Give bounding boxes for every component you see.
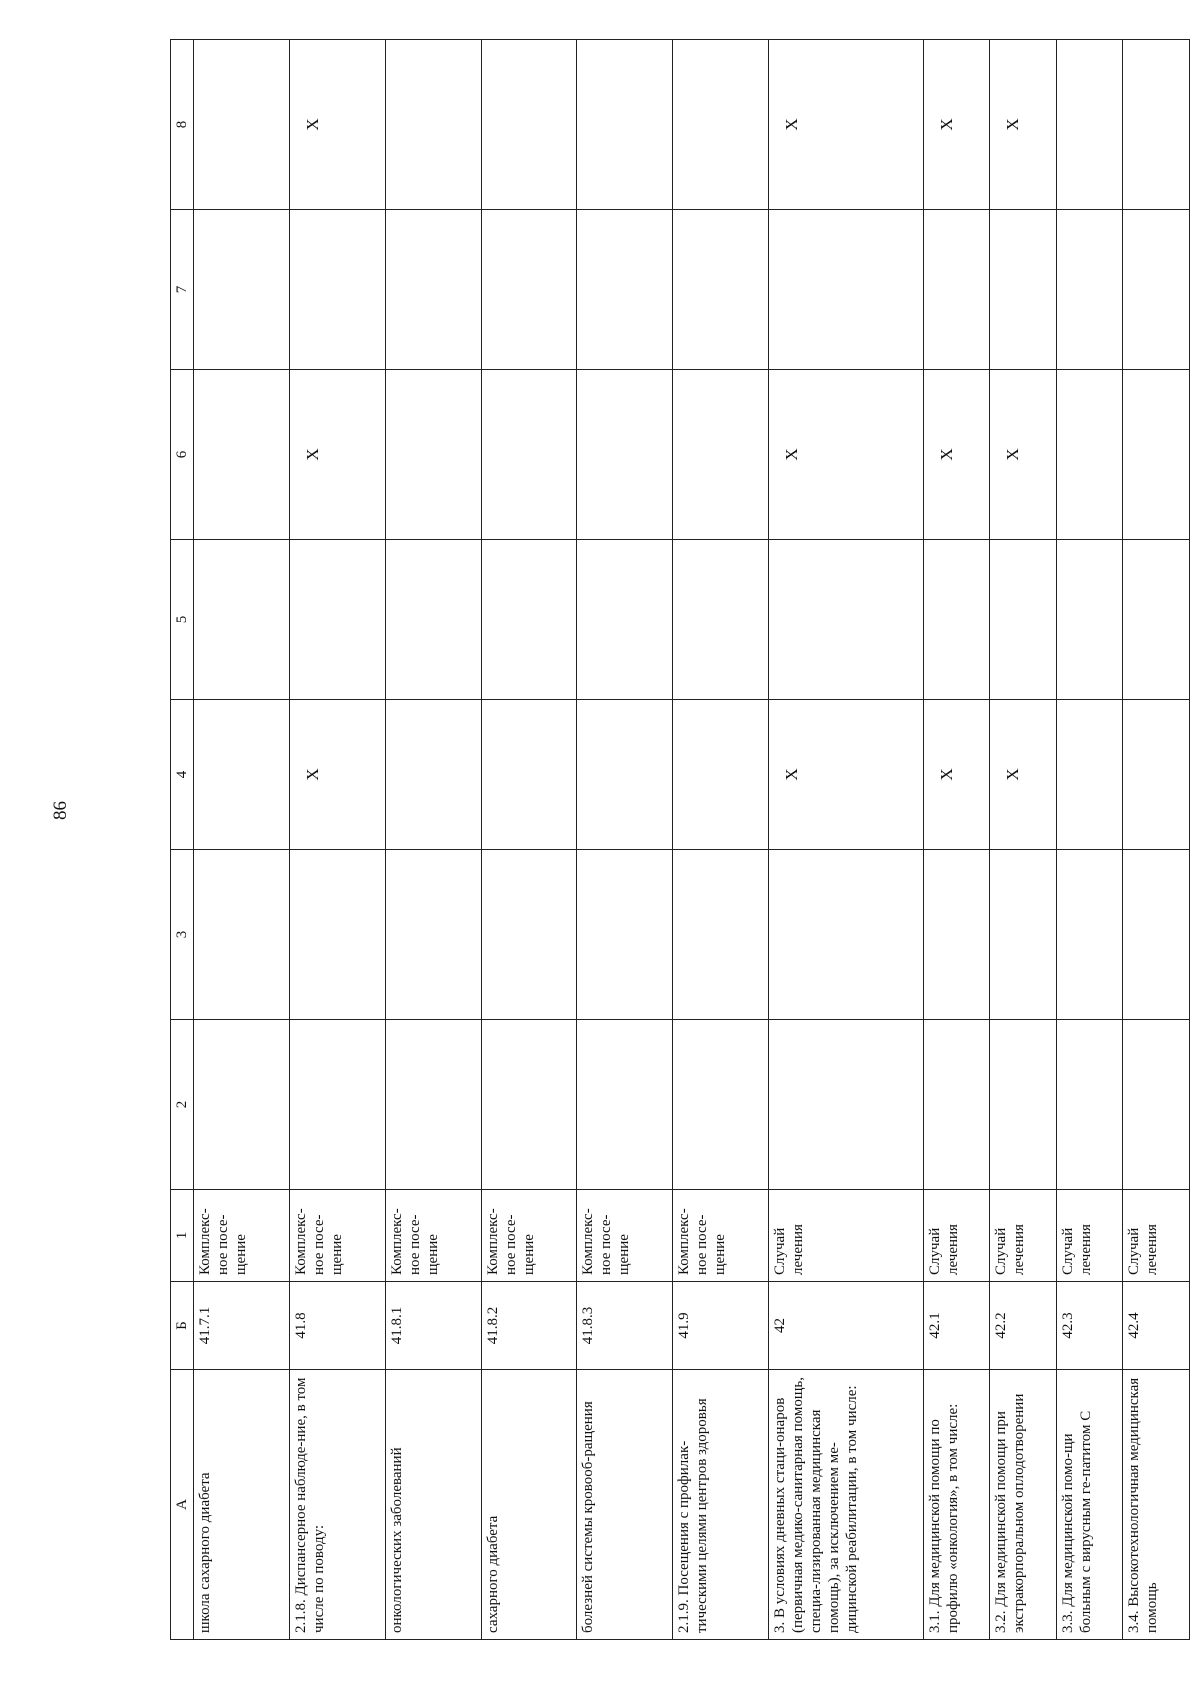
value-cell-6: X: [990, 370, 1057, 540]
unit-cell: Случай лечения: [923, 1190, 990, 1282]
row-code: 42.1: [923, 1282, 990, 1370]
value-cell-3: [194, 850, 290, 1020]
value-cell-5: [385, 540, 481, 700]
value-cell-5: [289, 540, 385, 700]
row-code: 42.3: [1056, 1282, 1123, 1370]
value-cell-3: [481, 850, 577, 1020]
row-code: 41.9: [673, 1282, 769, 1370]
value-cell-5: [990, 540, 1057, 700]
value-cell-8: [481, 40, 577, 210]
value-cell-7: [1056, 210, 1123, 370]
value-cell-5: [673, 540, 769, 700]
row-label: школа сахарного диабета: [194, 1370, 290, 1640]
value-cell-3: [990, 850, 1057, 1020]
table-row: [673, 40, 769, 1640]
value-cell-6: [673, 370, 769, 540]
header-cell-6: 6: [171, 370, 194, 540]
value-cell-8: [577, 40, 673, 210]
page-number: 86: [50, 801, 71, 820]
value-cell-2: [1123, 1020, 1190, 1190]
value-cell-3: [577, 850, 673, 1020]
header-cell-3: 3: [171, 850, 194, 1020]
value-cell-7: [385, 210, 481, 370]
row-code: 41.8.2: [481, 1282, 577, 1370]
value-cell-4: [385, 700, 481, 850]
value-cell-3: [1123, 850, 1190, 1020]
value-cell-8: [194, 40, 290, 210]
value-cell-4: X: [769, 700, 923, 850]
row-code: 41.8.1: [385, 1282, 481, 1370]
value-cell-8: X: [769, 40, 923, 210]
value-cell-4: [673, 700, 769, 850]
unit-cell: Случай лечения: [1123, 1190, 1190, 1282]
header-cell-1: 1: [171, 1190, 194, 1282]
data-table: [170, 39, 1190, 1640]
unit-cell: Комплекс-ное посе-щение: [289, 1190, 385, 1282]
value-cell-4: [481, 700, 577, 850]
value-cell-2: [385, 1020, 481, 1190]
value-cell-6: [481, 370, 577, 540]
row-label: сахарного диабета: [481, 1370, 577, 1640]
value-cell-5: [481, 540, 577, 700]
value-cell-7: [289, 210, 385, 370]
value-cell-6: X: [923, 370, 990, 540]
value-cell-4: X: [289, 700, 385, 850]
unit-cell: Комплекс-ное посе-щение: [194, 1190, 290, 1282]
value-cell-6: [385, 370, 481, 540]
value-cell-7: [769, 210, 923, 370]
table-row: [385, 40, 481, 1640]
table-row: [1056, 40, 1123, 1640]
value-cell-2: [673, 1020, 769, 1190]
header-row: [171, 40, 194, 1640]
value-cell-3: [923, 850, 990, 1020]
header-cell-a: А: [171, 1370, 194, 1640]
value-cell-6: X: [289, 370, 385, 540]
value-cell-7: [990, 210, 1057, 370]
row-label: болезней системы кровооб-ращения: [577, 1370, 673, 1640]
value-cell-3: [1056, 850, 1123, 1020]
value-cell-2: [577, 1020, 673, 1190]
value-cell-5: [577, 540, 673, 700]
value-cell-2: [769, 1020, 923, 1190]
value-cell-5: [923, 540, 990, 700]
value-cell-4: [577, 700, 673, 850]
unit-cell: Комплекс-ное посе-щение: [481, 1190, 577, 1282]
value-cell-6: [1056, 370, 1123, 540]
value-cell-2: [194, 1020, 290, 1190]
table-row: [194, 40, 290, 1640]
value-cell-3: [673, 850, 769, 1020]
value-cell-2: [289, 1020, 385, 1190]
table-row: [769, 40, 923, 1640]
value-cell-5: [194, 540, 290, 700]
row-code: 41.8: [289, 1282, 385, 1370]
header-cell-7: 7: [171, 210, 194, 370]
value-cell-8: [1056, 40, 1123, 210]
row-label: 3.1. Для медицинской помощи по профилю «онкология», в том числе:: [923, 1370, 990, 1640]
header-cell-2: 2: [171, 1020, 194, 1190]
value-cell-5: [1056, 540, 1123, 700]
table-row: [923, 40, 990, 1640]
header-cell-b: Б: [171, 1282, 194, 1370]
unit-cell: Случай лечения: [769, 1190, 923, 1282]
value-cell-8: [1123, 40, 1190, 210]
value-cell-8: X: [923, 40, 990, 210]
header-cell-8: 8: [171, 40, 194, 210]
value-cell-7: [923, 210, 990, 370]
value-cell-7: [481, 210, 577, 370]
value-cell-2: [1056, 1020, 1123, 1190]
table-row: [990, 40, 1057, 1640]
row-label: 2.1.9. Посещения с профилак-тическими целями центров здоровья: [673, 1370, 769, 1640]
unit-cell: Случай лечения: [1056, 1190, 1123, 1282]
row-code: 42: [769, 1282, 923, 1370]
row-label: 2.1.8. Диспансерное наблюде-ние, в том числе по поводу:: [289, 1370, 385, 1640]
value-cell-7: [194, 210, 290, 370]
unit-cell: Комплекс-ное посе-щение: [673, 1190, 769, 1282]
unit-cell: Комплекс-ное посе-щение: [385, 1190, 481, 1282]
table-container: [170, 40, 1190, 1640]
value-cell-4: [1123, 700, 1190, 850]
value-cell-4: [1056, 700, 1123, 850]
unit-cell: Комплекс-ное посе-щение: [577, 1190, 673, 1282]
table-row: [289, 40, 385, 1640]
row-label: 3. В условиях дневных стаци-онаров (первичная медико-санитарная помощь, специа-лизированная медицинская помощь), за исключением ме-дицинской реабилитации, в том числе:: [769, 1370, 923, 1640]
value-cell-2: [481, 1020, 577, 1190]
value-cell-8: X: [289, 40, 385, 210]
value-cell-2: [923, 1020, 990, 1190]
table-row: [577, 40, 673, 1640]
value-cell-5: [1123, 540, 1190, 700]
unit-cell: Случай лечения: [990, 1190, 1057, 1282]
value-cell-3: [385, 850, 481, 1020]
value-cell-3: [769, 850, 923, 1020]
row-code: 42.4: [1123, 1282, 1190, 1370]
value-cell-6: [1123, 370, 1190, 540]
value-cell-4: [194, 700, 290, 850]
row-code: 41.8.3: [577, 1282, 673, 1370]
value-cell-6: X: [769, 370, 923, 540]
value-cell-8: [385, 40, 481, 210]
value-cell-2: [990, 1020, 1057, 1190]
row-label: 3.2. Для медицинской помощи при экстракорпоральном оплодотворении: [990, 1370, 1057, 1640]
value-cell-7: [673, 210, 769, 370]
value-cell-3: [289, 850, 385, 1020]
row-label: 3.3. Для медицинской помо-щи больным с вирусным ге-патитом С: [1056, 1370, 1123, 1640]
table-row: [481, 40, 577, 1640]
value-cell-4: X: [990, 700, 1057, 850]
header-cell-4: 4: [171, 700, 194, 850]
value-cell-4: X: [923, 700, 990, 850]
row-label: онкологических заболеваний: [385, 1370, 481, 1640]
value-cell-6: [577, 370, 673, 540]
value-cell-5: [769, 540, 923, 700]
header-cell-5: 5: [171, 540, 194, 700]
table-row: [1123, 40, 1190, 1640]
row-label: 3.4. Высокотехнологичная медицинская помощь: [1123, 1370, 1190, 1640]
value-cell-7: [577, 210, 673, 370]
value-cell-7: [1123, 210, 1190, 370]
value-cell-8: X: [990, 40, 1057, 210]
value-cell-8: [673, 40, 769, 210]
row-code: 42.2: [990, 1282, 1057, 1370]
value-cell-6: [194, 370, 290, 540]
row-code: 41.7.1: [194, 1282, 290, 1370]
